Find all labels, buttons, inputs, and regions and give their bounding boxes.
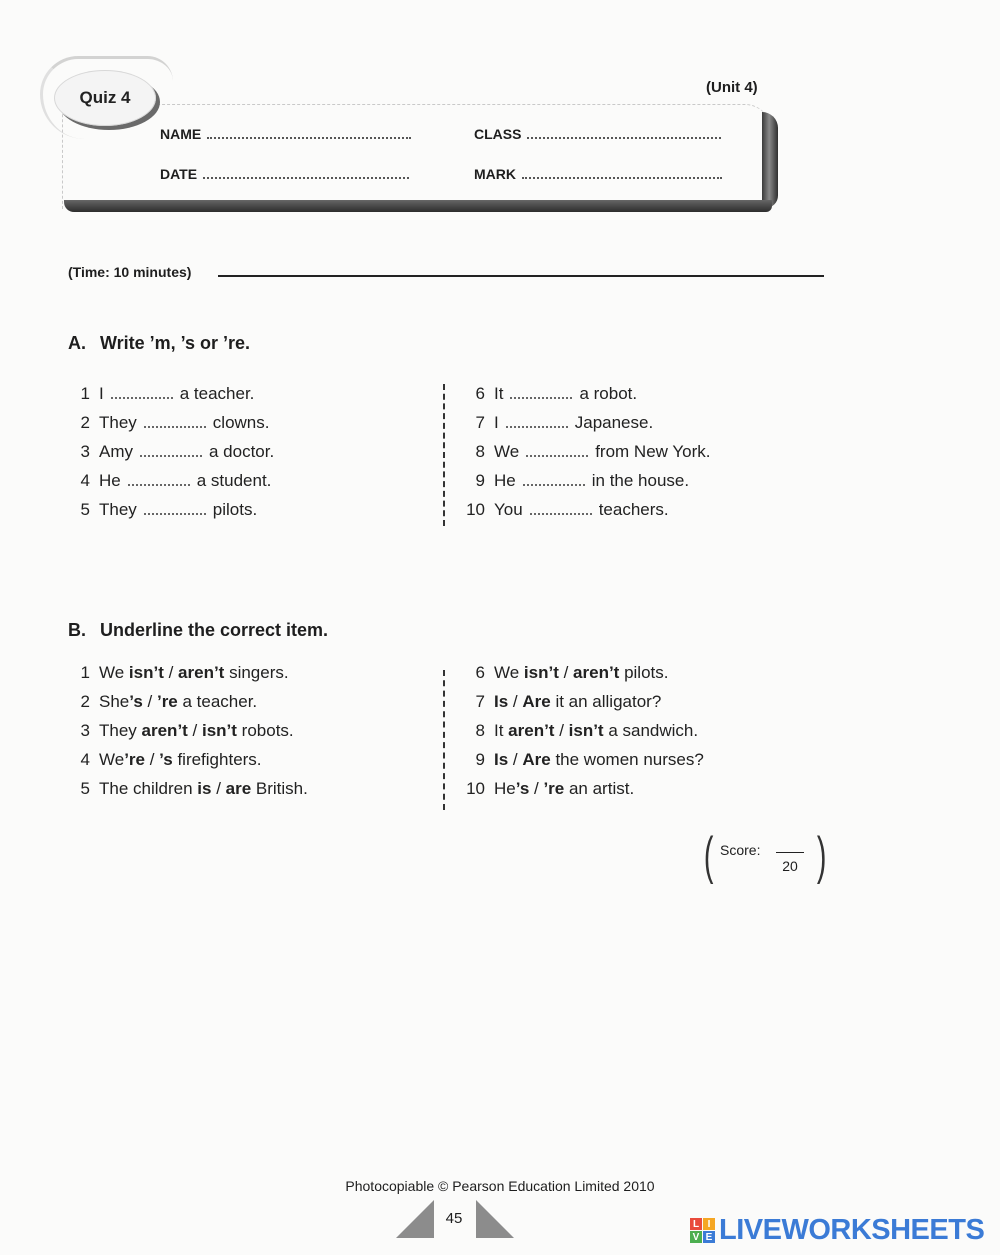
item-subject: I	[494, 413, 499, 432]
sentence-text: They	[99, 721, 142, 740]
score-box	[703, 827, 827, 888]
sentence-text: an artist.	[564, 779, 635, 798]
exercise-a-item	[68, 384, 254, 404]
logo-tile: E	[703, 1231, 715, 1243]
date-field	[160, 166, 409, 182]
choice-option[interactable]: is	[197, 779, 212, 798]
item-rest: a robot.	[579, 384, 638, 403]
choice-option[interactable]: Is	[494, 750, 509, 769]
sentence-text: /	[163, 663, 179, 682]
item-sentence	[99, 779, 308, 799]
section-b-divider	[443, 670, 445, 810]
exercise-b-item	[463, 692, 661, 712]
item-number: 1	[80, 663, 90, 682]
sentence-text: We	[99, 750, 125, 769]
score-fraction-line[interactable]	[776, 852, 804, 853]
exercise-b-item	[68, 721, 294, 741]
choice-option[interactable]: isn’t	[523, 663, 559, 682]
item-sentence	[99, 750, 262, 770]
page-corner-right	[476, 1200, 514, 1238]
item-rest: a doctor.	[209, 442, 275, 461]
quiz-badge	[54, 70, 156, 126]
item-number: 6	[475, 663, 485, 682]
item-number: 5	[80, 779, 90, 798]
answer-blank[interactable]	[523, 476, 585, 486]
choice-option[interactable]: Are	[522, 750, 551, 769]
sentence-text: /	[142, 692, 157, 711]
sentence-text: /	[508, 750, 523, 769]
sentence-text: firefighters.	[172, 750, 262, 769]
sentence-text: /	[529, 779, 544, 798]
sentence-text: We	[99, 663, 129, 682]
section-a-title: Write ’m, ’s or ’re.	[100, 333, 251, 353]
header-card-shadow	[762, 112, 778, 208]
logo-tile: L	[690, 1218, 702, 1230]
name-label: NAME	[160, 126, 202, 142]
item-rest: a teacher.	[179, 384, 255, 403]
class-label: CLASS	[474, 126, 522, 142]
sentence-text: /	[508, 692, 523, 711]
sentence-text: It	[494, 721, 509, 740]
item-number: 5	[80, 500, 90, 519]
page-number: 45	[445, 1210, 463, 1227]
answer-blank[interactable]	[128, 476, 190, 486]
item-sentence	[494, 750, 704, 770]
sentence-text: He	[494, 779, 516, 798]
item-number: 9	[475, 750, 485, 769]
item-rest: teachers.	[598, 500, 669, 519]
item-number: 3	[80, 721, 90, 740]
section-b-letter: B.	[68, 620, 86, 640]
date-label: DATE	[160, 166, 198, 182]
item-subject: They	[99, 500, 137, 519]
item-sentence	[494, 779, 634, 799]
item-number: 8	[475, 721, 485, 740]
answer-blank[interactable]	[140, 447, 202, 457]
header-card-shadow-bottom	[64, 200, 772, 212]
item-sentence	[99, 692, 257, 712]
answer-blank[interactable]	[506, 418, 568, 428]
choice-option[interactable]: aren’t	[508, 721, 555, 740]
item-rest: in the house.	[591, 471, 690, 490]
item-rest: Japanese.	[574, 413, 654, 432]
score-label: Score:	[720, 842, 761, 858]
item-sentence	[494, 692, 661, 712]
section-a-letter: A.	[68, 333, 86, 353]
class-field	[474, 126, 721, 142]
item-number: 7	[475, 413, 485, 432]
choice-option[interactable]: aren’t	[573, 663, 620, 682]
exercise-a-item	[68, 413, 269, 433]
sentence-text: British.	[251, 779, 308, 798]
item-number: 8	[475, 442, 485, 461]
mark-label: MARK	[474, 166, 516, 182]
sentence-text: the women nurses?	[550, 750, 704, 769]
answer-blank[interactable]	[111, 389, 173, 399]
logo-tile: V	[690, 1231, 702, 1243]
logo-tile: I	[703, 1218, 715, 1230]
item-subject: We	[494, 442, 520, 461]
item-subject: I	[99, 384, 104, 403]
exercise-b-item	[68, 750, 262, 770]
exercise-a-item	[463, 384, 637, 404]
name-input[interactable]	[207, 127, 411, 139]
sentence-text: She	[99, 692, 130, 711]
item-number: 4	[80, 750, 90, 769]
item-rest: clowns.	[212, 413, 270, 432]
item-number: 9	[475, 471, 485, 490]
item-rest: from New York.	[595, 442, 711, 461]
exercise-a-item	[68, 500, 257, 520]
choice-option[interactable]: ’re	[124, 750, 145, 769]
sentence-text: a sandwich.	[603, 721, 699, 740]
sentence-text: /	[554, 721, 569, 740]
choice-option[interactable]: ’re	[156, 692, 178, 711]
item-number: 7	[475, 692, 485, 711]
section-b-title: Underline the correct item.	[100, 620, 329, 640]
answer-blank[interactable]	[144, 418, 206, 428]
sentence-text: singers.	[224, 663, 289, 682]
answer-blank[interactable]	[530, 505, 592, 515]
header-card	[62, 104, 771, 209]
choice-option[interactable]: isn’t	[128, 663, 164, 682]
liveworksheets-logo-icon	[690, 1218, 715, 1243]
answer-blank[interactable]	[526, 447, 588, 457]
time-rule	[218, 275, 824, 277]
choice-option[interactable]: Are	[522, 692, 551, 711]
quiz-title: Quiz 4	[79, 88, 131, 107]
answer-blank[interactable]	[144, 505, 206, 515]
exercise-b-item	[68, 692, 257, 712]
exercise-b-item	[68, 663, 289, 683]
score-denominator: 20	[782, 858, 798, 874]
choice-option[interactable]: are	[225, 779, 252, 798]
brand-wordmark: LIVEWORKSHEETS	[719, 1214, 985, 1246]
item-subject: They	[99, 413, 137, 432]
section-a-heading	[68, 333, 250, 354]
item-number: 6	[475, 384, 485, 403]
exercise-b-item	[463, 721, 698, 741]
choice-option[interactable]: ’s	[159, 750, 173, 769]
choice-option[interactable]: ’s	[129, 692, 143, 711]
item-sentence	[494, 721, 698, 741]
sentence-text: The children	[99, 779, 198, 798]
item-number: 3	[80, 442, 90, 461]
exercise-a-item	[463, 413, 653, 433]
choice-option[interactable]: ’re	[543, 779, 565, 798]
name-field	[160, 126, 411, 142]
sentence-text: robots.	[236, 721, 294, 740]
item-subject: You	[494, 500, 523, 519]
choice-option[interactable]: isn’t	[568, 721, 604, 740]
exercise-a-item	[463, 442, 710, 462]
item-number: 2	[80, 413, 90, 432]
exercise-a-item	[68, 471, 271, 491]
item-sentence	[494, 663, 668, 683]
page-corner-left	[396, 1200, 434, 1238]
sentence-text: /	[145, 750, 160, 769]
item-rest: pilots.	[212, 500, 258, 519]
item-number: 2	[80, 692, 90, 711]
exercise-b-item	[68, 779, 308, 799]
choice-option[interactable]: Is	[494, 692, 509, 711]
item-rest: a student.	[196, 471, 272, 490]
date-input[interactable]	[203, 167, 409, 179]
exercise-a-item	[463, 471, 689, 491]
item-subject: He	[99, 471, 121, 490]
mark-input[interactable]	[522, 167, 722, 179]
exercise-b-item	[463, 663, 668, 683]
exercise-a-item	[68, 442, 274, 462]
section-b-heading	[68, 620, 328, 641]
time-label: (Time: 10 minutes)	[68, 264, 192, 280]
sentence-text: We	[494, 663, 524, 682]
item-subject: He	[494, 471, 516, 490]
sentence-text: it an alligator?	[550, 692, 662, 711]
item-sentence	[99, 721, 294, 741]
choice-option[interactable]: aren’t	[141, 721, 188, 740]
sentence-text: pilots.	[619, 663, 669, 682]
choice-option[interactable]: aren’t	[178, 663, 225, 682]
item-subject: It	[494, 384, 504, 403]
item-number: 4	[80, 471, 90, 490]
section-a-divider	[443, 384, 445, 526]
answer-blank[interactable]	[510, 389, 572, 399]
class-input[interactable]	[527, 127, 721, 139]
exercise-b-item	[463, 750, 704, 770]
sentence-text: /	[211, 779, 226, 798]
item-sentence	[99, 663, 289, 683]
copyright-footer: Photocopiable © Pearson Education Limited 2010	[345, 1178, 655, 1194]
item-number: 10	[466, 779, 485, 798]
mark-field	[474, 166, 722, 182]
choice-option[interactable]: isn’t	[202, 721, 237, 740]
liveworksheets-brand	[690, 1214, 984, 1247]
score-paren-left: (	[703, 827, 714, 885]
sentence-text: /	[558, 663, 574, 682]
exercise-b-item	[463, 779, 634, 799]
unit-label: (Unit 4)	[706, 79, 758, 96]
sentence-text: a teacher.	[177, 692, 258, 711]
choice-option[interactable]: ’s	[515, 779, 530, 798]
sentence-text: /	[187, 721, 202, 740]
item-number: 1	[80, 384, 90, 403]
item-number: 10	[466, 500, 485, 519]
item-subject: Amy	[99, 442, 133, 461]
score-paren-right: )	[816, 827, 827, 885]
exercise-a-item	[463, 500, 669, 520]
